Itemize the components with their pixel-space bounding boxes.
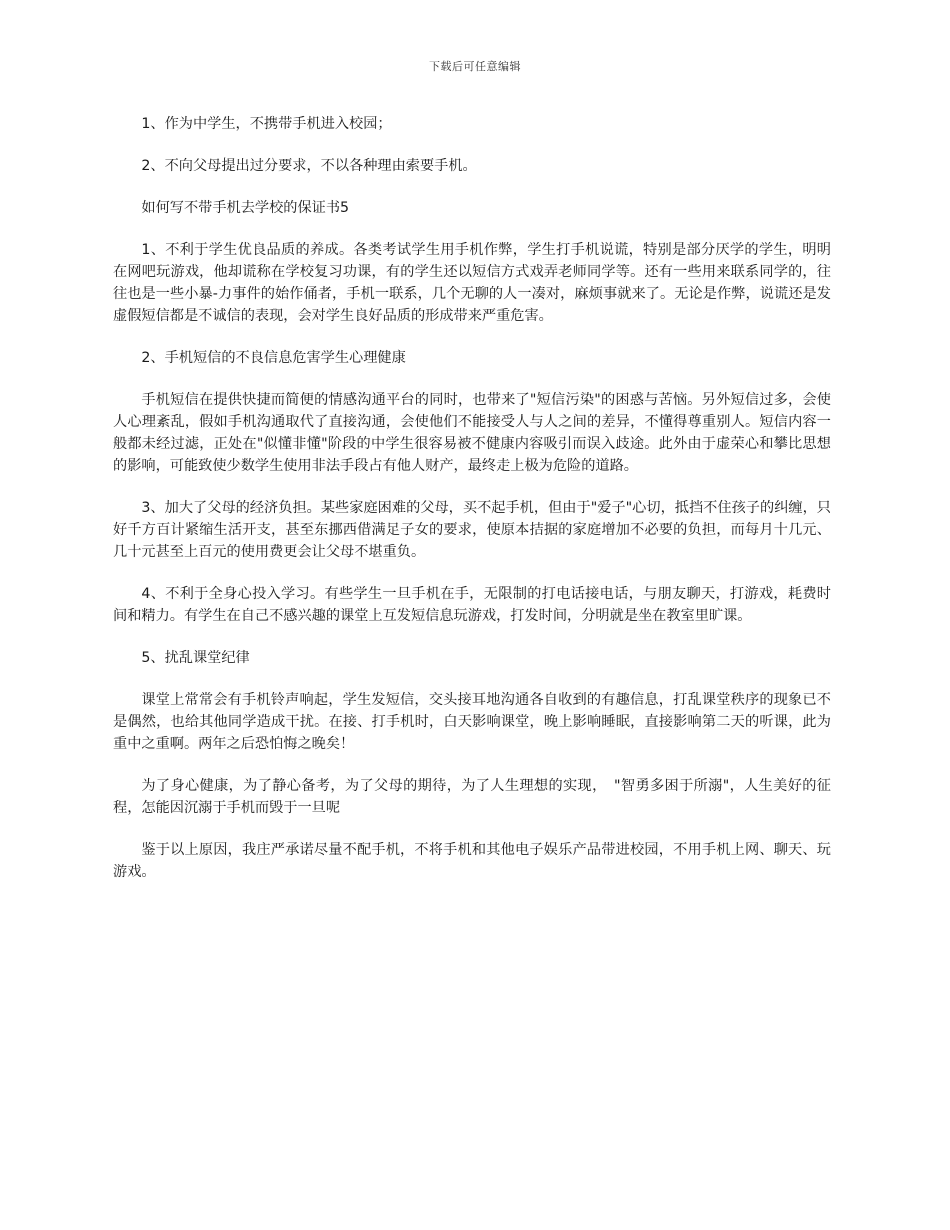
paragraph-conclusion: 为了身心健康，为了静心备考，为了父母的期待，为了人生理想的实现， "智勇多困于所溺"，人生美好的征程，怎能因沉溺于手机而毁于一旦呢 <box>113 778 831 816</box>
page-header: 下载后可任意编辑 <box>429 60 521 73</box>
paragraph-point-3: 3、加大了父母的经济负担。某些家庭困难的父母，买不起手机，但由于"爱子"心切，抵挡不住孩子的纠缠，只好千方百计紧缩生活开支，甚至东挪西借满足子女的要求，使原本拮据的家庭增加不必要的负担，而每月十几元、几十元甚至上百元的使用费更会让父母不堪重负。 <box>113 500 831 560</box>
paragraph-commitment-2: 2、不向父母提出过分要求，不以各种理由索要手机。 <box>141 158 477 174</box>
paragraph-point-5: 课堂上常常会有手机铃声响起，学生发短信，交头接耳地沟通各自收到的有趣信息，打乱课堂秩序的现象已不是偶然，也给其他同学造成干扰。在接、打手机时，白天影响课堂，晚上影响睡眠，直接影响第二天的听课，此为重中之重啊。两年之后恐怕悔之晚矣！ <box>113 692 831 752</box>
section-title: 如何写不带手机去学校的保证书5 <box>141 200 350 216</box>
document-body <box>113 113 831 903</box>
paragraph-commitment-1: 1、作为中学生，不携带手机进入校园； <box>141 116 392 132</box>
subheading-point-2: 2、手机短信的不良信息危害学生心理健康 <box>141 350 406 366</box>
paragraph-point-1: 1、不利于学生优良品质的养成。各类考试学生用手机作弊，学生打手机说谎，特别是部分厌学的学生，明明在网吧玩游戏，他却谎称在学校复习功课，有的学生还以短信方式戏弄老师同学等。还有一些用来联系同学的，往往也是一些小暴-力事件的始作俑者，手机一联系，几个无聊的人一凑对，麻烦事就来了。无论是作弊，说谎还是发虚假短信都是不诚信的表现，会对学生良好品质的形成带来严重危害。 <box>113 242 831 324</box>
paragraph-pledge: 鉴于以上原因，我庄严承诺尽量不配手机，不将手机和其他电子娱乐产品带进校园，不用手机上网、聊天、玩游戏。 <box>113 842 831 880</box>
paragraph-point-2: 手机短信在提供快捷而简便的情感沟通平台的同时，也带来了"短信污染"的困惑与苦恼。另外短信过多，会使人心理紊乱，假如手机沟通取代了直接沟通，会使他们不能接受人与人之间的差异，不懂得尊重别人。短信内容一般都未经过滤，正处在"似懂非懂"阶段的中学生很容易被不健康内容吸引而误入歧途。此外由于虚荣心和攀比思想的影响，可能致使少数学生使用非法手段占有他人财产，最终走上极为危险的道路。 <box>113 392 831 474</box>
paragraph-point-4: 4、不利于全身心投入学习。有些学生一旦手机在手，无限制的打电话接电话，与朋友聊天，打游戏，耗费时间和精力。有学生在自己不感兴趣的课堂上互发短信息玩游戏，打发时间，分明就是坐在教室里旷课。 <box>113 586 831 624</box>
subheading-point-5: 5、扰乱课堂纪律 <box>141 650 250 666</box>
